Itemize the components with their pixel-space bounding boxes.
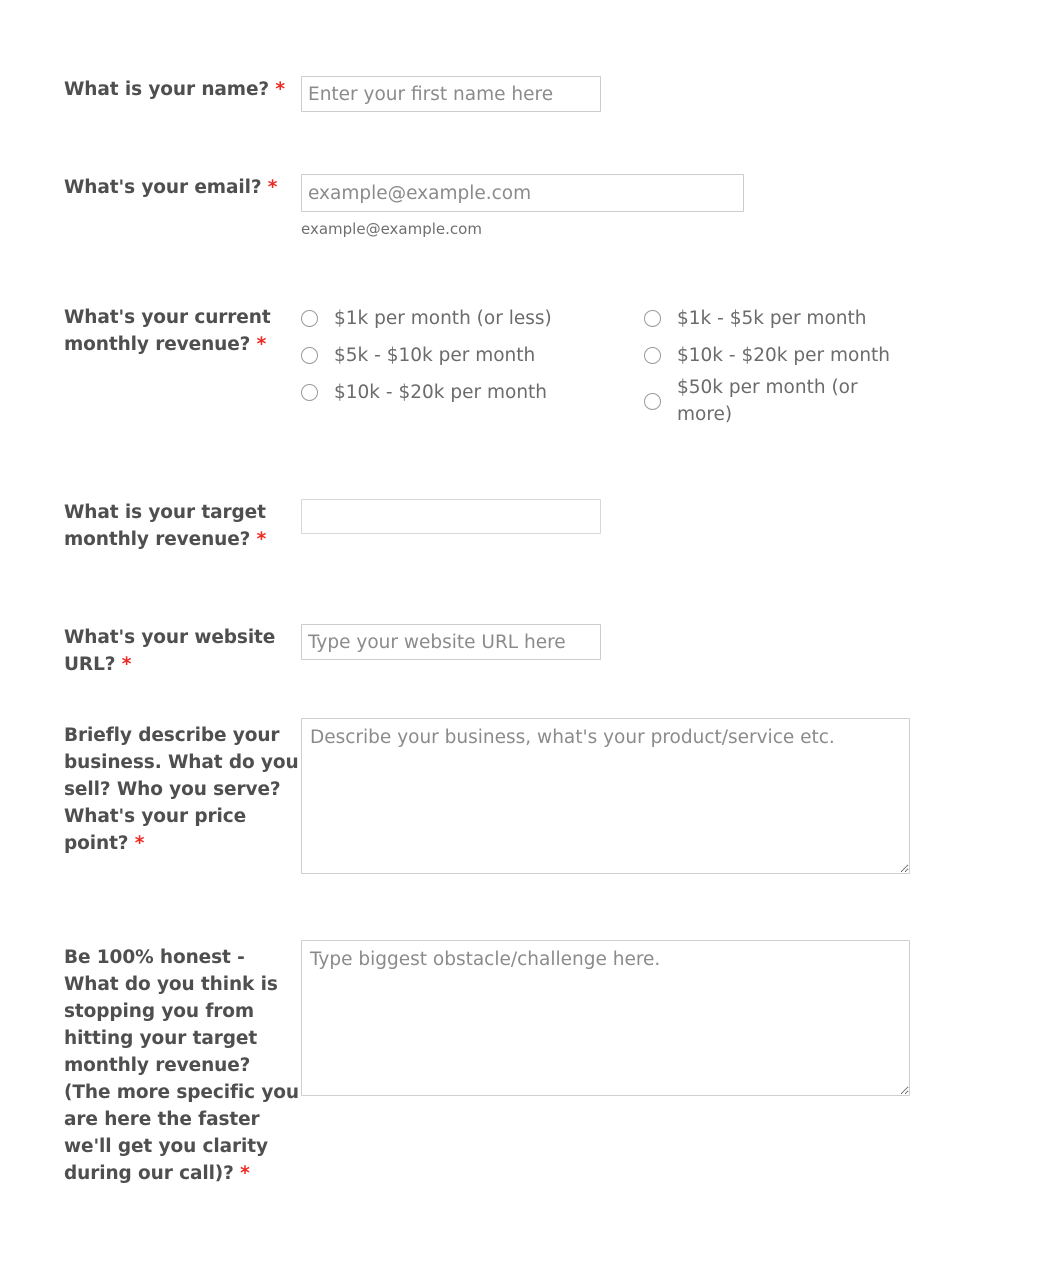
- target-revenue-input[interactable]: [301, 499, 601, 534]
- control-email: [301, 174, 744, 239]
- label-email-text: What's your email?: [64, 177, 262, 198]
- label-business-description-text: Briefly describe your business. What do you sell? Who you serve? What's your price point?: [64, 725, 299, 854]
- radio-option-1k-or-less[interactable]: [301, 300, 641, 337]
- label-business-description: [64, 722, 304, 857]
- label-target-monthly-revenue: [64, 499, 294, 553]
- radio-label: $1k per month (or less): [334, 308, 552, 329]
- required-asterisk: *: [267, 177, 278, 198]
- radio-option-10k-20k-right[interactable]: [644, 337, 974, 374]
- required-asterisk: *: [275, 79, 285, 100]
- biggest-obstacle-textarea[interactable]: [301, 940, 910, 1096]
- radio-label: $50k per month (or more): [677, 377, 858, 425]
- name-input[interactable]: [301, 76, 601, 112]
- radio-circle-icon[interactable]: [301, 310, 318, 327]
- email-input[interactable]: [301, 174, 744, 212]
- radio-option-10k-20k-left[interactable]: [301, 374, 641, 411]
- label-website-url: [64, 624, 294, 678]
- label-biggest-obstacle-text: Be 100% honest - What do you think is stopping you from hitting your target monthly revenue? (The more specific you are here the faster we'll get you clarity during our call)?: [64, 947, 299, 1184]
- label-target-monthly-revenue-text: What is your target monthly revenue?: [64, 502, 266, 550]
- radio-option-50k-or-more[interactable]: [644, 374, 902, 428]
- revenue-radio-column-right: [644, 300, 974, 428]
- email-help-text: example@example.com: [301, 220, 482, 238]
- required-asterisk: *: [121, 654, 132, 675]
- control-business-description: [301, 718, 910, 874]
- radio-circle-icon[interactable]: [644, 310, 661, 327]
- business-description-textarea[interactable]: [301, 718, 910, 874]
- radio-label: $10k - $20k per month: [677, 345, 891, 366]
- control-biggest-obstacle: [301, 940, 910, 1096]
- label-biggest-obstacle: [64, 944, 302, 1187]
- label-current-monthly-revenue-text: What's your current monthly revenue?: [64, 307, 271, 355]
- control-target-monthly-revenue: [301, 499, 601, 534]
- required-asterisk: *: [256, 529, 267, 550]
- radio-option-1k-5k[interactable]: [644, 300, 974, 337]
- radio-option-5k-10k[interactable]: [301, 337, 641, 374]
- radio-label: $10k - $20k per month: [334, 382, 548, 403]
- radio-circle-icon[interactable]: [644, 347, 661, 364]
- required-asterisk: *: [256, 334, 267, 355]
- label-current-monthly-revenue: [64, 304, 294, 358]
- control-name: [301, 76, 601, 112]
- required-asterisk: *: [240, 1163, 250, 1184]
- label-website-url-text: What's your website URL?: [64, 627, 276, 675]
- required-asterisk: *: [134, 833, 145, 854]
- radio-label: $1k - $5k per month: [677, 308, 867, 329]
- radio-label: $5k - $10k per month: [334, 345, 536, 366]
- radio-circle-icon[interactable]: [301, 384, 318, 401]
- label-name-text: What is your name?: [64, 79, 270, 100]
- label-name: [64, 76, 294, 103]
- label-email: [64, 174, 294, 201]
- revenue-radio-column-left: [301, 300, 641, 411]
- control-website-url: [301, 624, 601, 660]
- radio-circle-icon[interactable]: [301, 347, 318, 364]
- website-url-input[interactable]: [301, 624, 601, 660]
- radio-circle-icon[interactable]: [644, 393, 661, 410]
